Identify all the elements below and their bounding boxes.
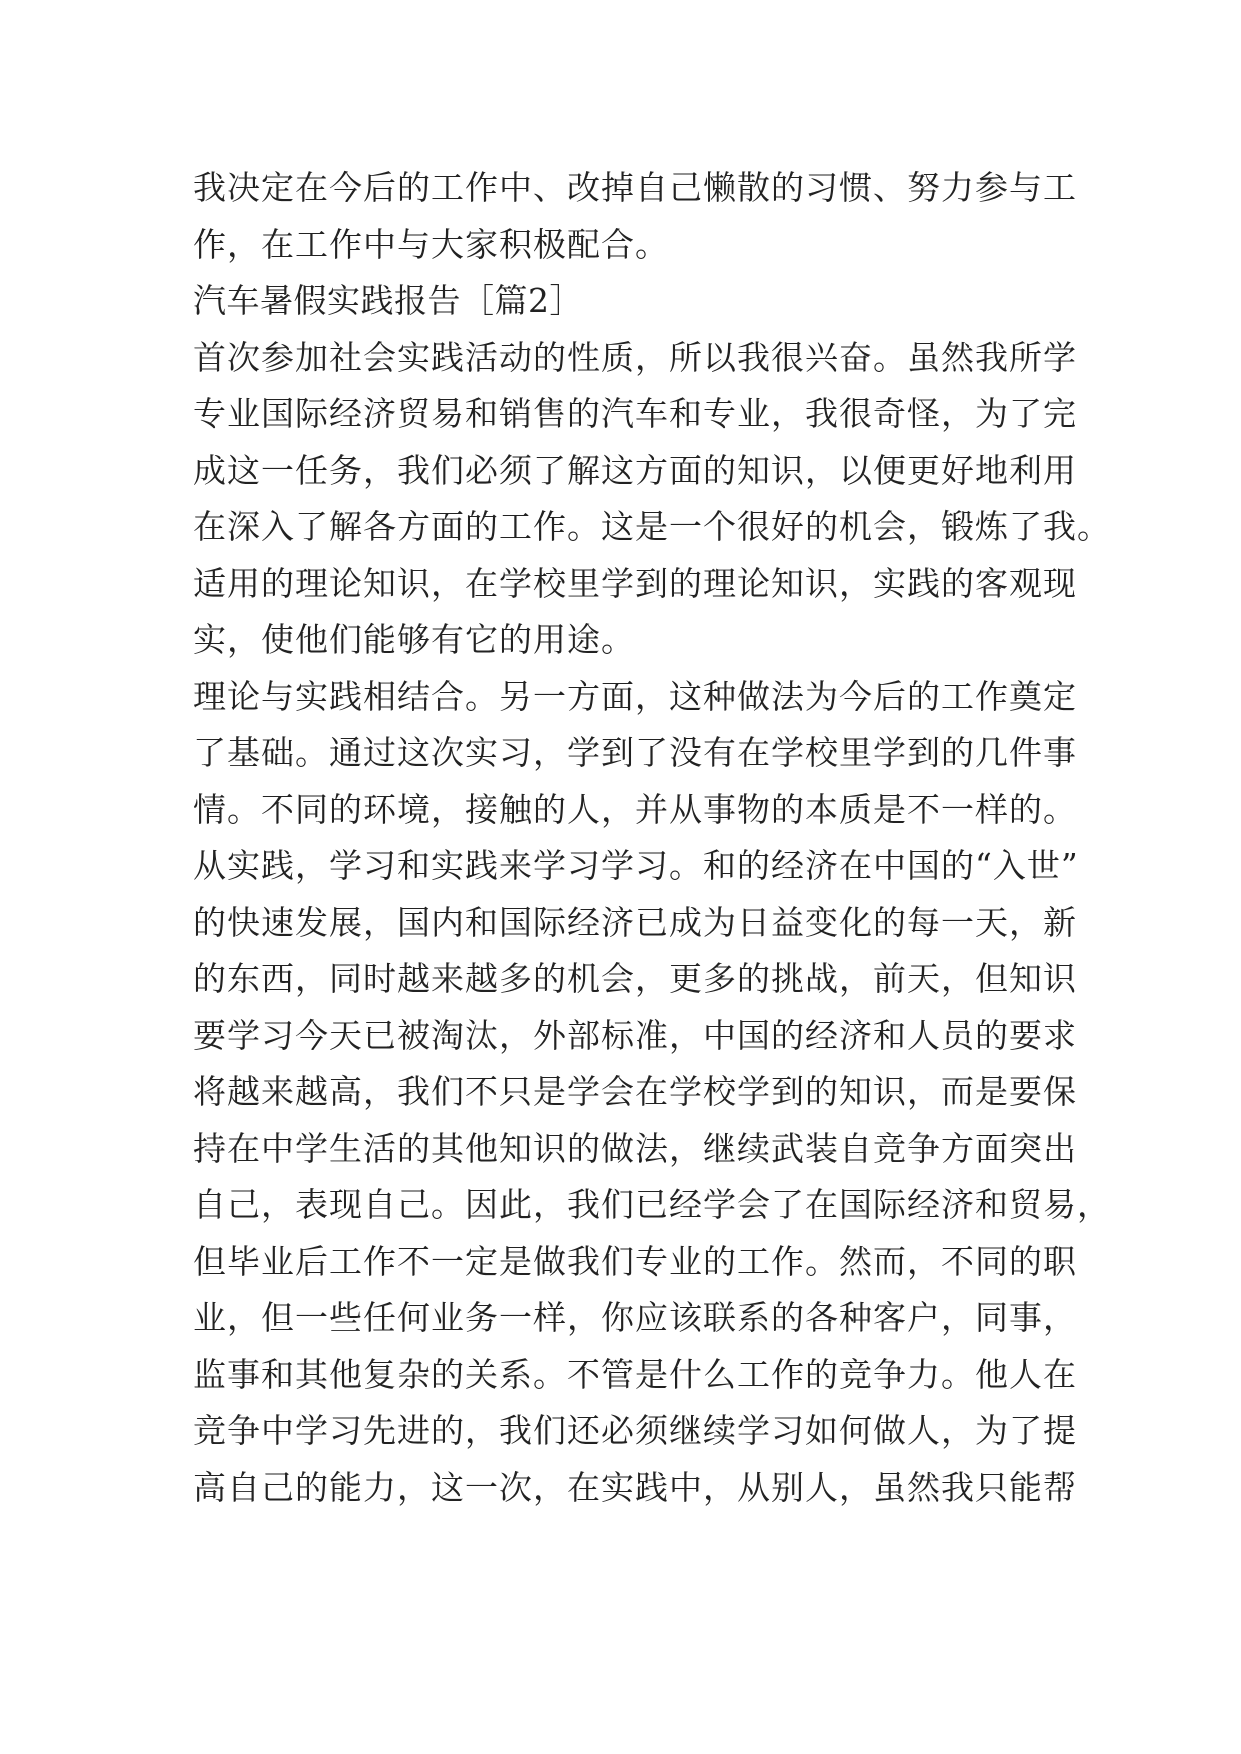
text-line: 将越来越高，我们不只是学会在学校学到的知识，而是要保 [193, 1072, 1077, 1111]
text-line: 在深入了解各方面的工作。这是一个很好的机会，锻炼了我。 [193, 507, 1111, 546]
text-line: 实，使他们能够有它的用途。 [193, 620, 635, 659]
section-heading: 汽车暑假实践报告［篇2］ [193, 281, 583, 320]
document-body [193, 160, 1111, 1516]
text-line: 了基础。通过这次实习，学到了没有在学校里学到的几件事 [193, 733, 1077, 772]
text-line: 情。不同的环境，接触的人，并从事物的本质是不一样的。 [193, 789, 1077, 829]
text-line: 理论与实践相结合。另一方面，这种做法为今后的工作奠定 [193, 676, 1077, 716]
text-line: 适用的理论知识，在学校里学到的理论知识，实践的客观现 [193, 563, 1077, 603]
text-line: 自己，表现自己。因此，我们已经学会了在国际经济和贸易， [193, 1185, 1111, 1224]
text-line: 成这一任务，我们必须了解这方面的知识，以便更好地利用 [193, 450, 1077, 490]
text-line: 从实践，学习和实践来学习学习。和的经济在中国的“入世” [193, 846, 1079, 885]
text-line: 但毕业后工作不一定是做我们专业的工作。然而，不同的职 [193, 1241, 1077, 1281]
text-line: 持在中学生活的其他知识的做法，继续武装自竞争方面突出 [193, 1128, 1077, 1168]
text-line: 首次参加社会实践活动的性质，所以我很兴奋。虽然我所学 [193, 337, 1077, 377]
text-line: 竞争中学习先进的，我们还必须继续学习如何做人，为了提 [193, 1411, 1077, 1450]
text-line: 专业国际经济贸易和销售的汽车和专业，我很奇怪，为了完 [193, 394, 1077, 433]
text-line: 要学习今天已被淘汰，外部标准，中国的经济和人员的要求 [193, 1015, 1077, 1055]
text-line: 监事和其他复杂的关系。不管是什么工作的竞争力。他人在 [193, 1354, 1077, 1394]
text-line: 业，但一些任何业务一样，你应该联系的各种客户，同事， [193, 1298, 1077, 1337]
text-line: 高自己的能力，这一次，在实践中，从别人，虽然我只能帮 [193, 1467, 1077, 1507]
text-line: 作，在工作中与大家积极配合。 [193, 224, 669, 264]
text-line: 的东西，同时越来越多的机会，更多的挑战，前天，但知识 [193, 959, 1077, 998]
text-line: 我决定在今后的工作中、改掉自己懒散的习惯、努力参与工 [193, 168, 1077, 207]
text-line: 的快速发展，国内和国际经济已成为日益变化的每一天，新 [193, 902, 1077, 942]
